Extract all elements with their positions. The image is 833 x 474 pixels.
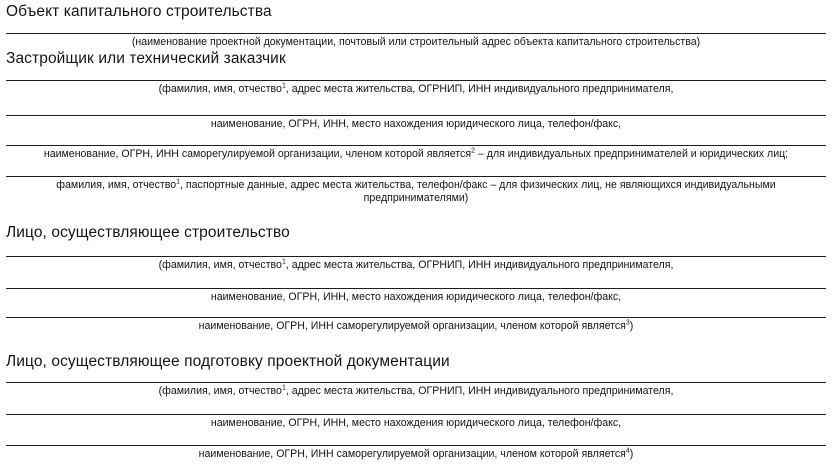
section-title-object: Объект капитального строительства bbox=[6, 3, 272, 20]
field-caption: (фамилия, имя, отчество$^1$, адрес места жительства, ОГРНИП, ИНН индивидуального предпринимателя, bbox=[158, 82, 674, 95]
footnote-mark: 4 bbox=[625, 447, 630, 455]
fill-line bbox=[6, 115, 826, 116]
footnote-mark: 2 bbox=[471, 147, 475, 155]
field-caption: (фамилия, имя, отчество$^1$, адрес места жительства, ОГРНИП, ИНН индивидуального предпринимателя, bbox=[158, 258, 674, 271]
fill-line bbox=[6, 382, 826, 383]
section-title-designer: Лицо, осуществляющее подготовку проектной документации bbox=[6, 353, 450, 370]
fill-line bbox=[6, 145, 826, 146]
footnote-mark: 1 bbox=[281, 258, 286, 266]
field-caption: наименование, ОГРН, ИНН, место нахождения юридического лица, телефон/факс, bbox=[210, 417, 622, 429]
footnote-mark: 1 bbox=[281, 82, 286, 90]
fill-line bbox=[6, 288, 826, 289]
fill-line bbox=[6, 317, 826, 318]
footnote-mark: 1 bbox=[176, 178, 181, 186]
field-caption: наименование, ОГРН, ИНН саморегулируемой организации, членом которой является$^4$) bbox=[198, 447, 634, 460]
field-caption: наименование, ОГРН, ИНН саморегулируемой организации, членом которой является$^3$) bbox=[198, 319, 634, 332]
fill-line bbox=[6, 176, 826, 177]
footnote-mark: 3 bbox=[625, 319, 630, 327]
section-title-developer: Застройщик или технический заказчик bbox=[6, 50, 286, 67]
fill-line bbox=[6, 33, 826, 34]
fill-line bbox=[6, 445, 826, 446]
fill-line bbox=[6, 256, 826, 257]
field-caption: наименование, ОГРН, ИНН саморегулируемой организации, членом которой является$^2$ – для индивидуальных предпринимателей и юридических лиц; bbox=[43, 147, 789, 160]
section-title-builder: Лицо, осуществляющее строительство bbox=[6, 224, 290, 241]
field-caption: (наименование проектной документации, почтовый или строительный адрес объекта капитального строительства) bbox=[131, 36, 701, 48]
field-caption: фамилия, имя, отчество$^1$, паспортные данные, адрес места жительства, телефон/факс – для физических лиц, не являющихся индивидуальными предпринимателями) bbox=[56, 178, 776, 204]
field-caption: (фамилия, имя, отчество$^1$, адрес места жительства, ОГРНИП, ИНН индивидуального предпринимателя, bbox=[158, 384, 674, 397]
field-caption: наименование, ОГРН, ИНН, место нахождения юридического лица, телефон/факс, bbox=[210, 291, 622, 303]
fill-line bbox=[6, 80, 826, 81]
fill-line bbox=[6, 414, 826, 415]
field-caption: наименование, ОГРН, ИНН, место нахождения юридического лица, телефон/факс, bbox=[210, 118, 622, 130]
footnote-mark: 1 bbox=[281, 384, 286, 392]
